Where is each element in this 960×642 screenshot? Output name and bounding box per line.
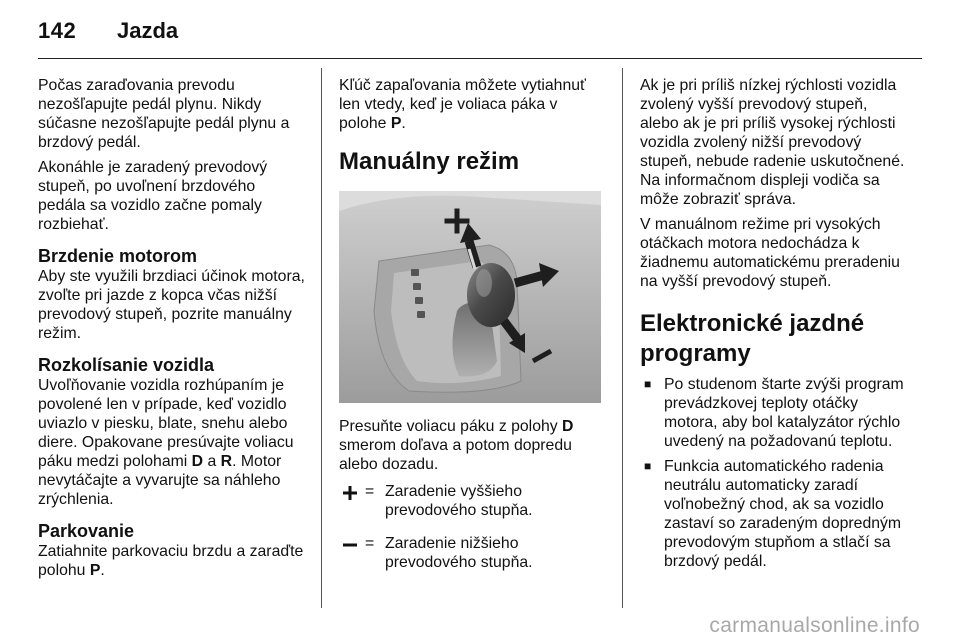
list-item-text: Funkcia automatického radenia neutrálu automaticky zaradí voľnobežný chod, ak sa vozidlo zastaví so zaradeným dopredným prevodovým stupňom a stlačí sa brzdový pedál.: [664, 458, 902, 570]
gear-selector-illustration: [339, 191, 601, 403]
equals-sign: =: [365, 535, 375, 552]
paragraph-creep: Akonáhle je zaradený prevodový stupeň, po uvoľnení brzdového pedála sa vozidlo začne pomaly rozbiehať.: [38, 159, 268, 233]
page-number: 142: [38, 18, 77, 43]
list-item-text: Po studenom štarte zvýši program prevádzkovej teploty otáčky motora, aby bol katalyzátor rýchlo uvedený na požadovanú teplotu.: [664, 376, 904, 450]
heading-engine-braking: Brzdenie motorom: [38, 246, 198, 266]
upshift-text: Zaradenie vyššieho prevodového stupňa.: [385, 483, 533, 519]
downshift-legend: [339, 534, 605, 572]
column-divider: [321, 68, 322, 608]
column-middle: [339, 76, 605, 586]
downshift-text: Zaradenie nižšieho prevodového stupňa.: [385, 535, 533, 571]
paragraph-manual-instructions: Presuňte voliacu páku z polohy D smerom doľava a potom dopredu alebo dozadu.: [339, 418, 574, 473]
list-item: [640, 457, 908, 571]
equals-sign: =: [365, 483, 375, 500]
heading-manual-mode: Manuálny režim: [339, 148, 520, 175]
square-bullet-icon: ■: [644, 377, 652, 391]
heading-electronic-programs: Elektronické jazdné programy: [640, 310, 865, 367]
list-item: [640, 375, 908, 451]
heading-parking: Parkovanie: [38, 521, 135, 541]
header-rule: [38, 58, 922, 59]
paragraph-parking: Zatiahnite parkovaciu brzdu a zaraďte polohu P.: [38, 543, 304, 579]
column-divider: [622, 68, 623, 608]
upshift-legend: [339, 482, 605, 520]
column-right: [640, 76, 908, 577]
plus-icon: [339, 482, 361, 520]
paragraph-key-removal: Kľúč zapaľovania môžete vytiahnuť len vtedy, keď je voliaca páka v polohe P.: [339, 77, 586, 132]
heading-rocking: Rozkolísanie vozidla: [38, 355, 215, 375]
page-header: [38, 14, 922, 54]
program-list: [640, 375, 908, 571]
square-bullet-icon: ■: [644, 459, 652, 473]
column-left: [38, 76, 306, 586]
page-title: Jazda: [117, 18, 179, 43]
paragraph-rocking: Uvoľňovanie vozidla rozhúpaním je povolené len v prípade, keď vozidlo uviazlo v piesku, blate, snehu alebo diere. Opakovane presúvajte voliacu páku medzi polohami D a R. Motor nevytáčajte a vyvarujte sa náhleho zrýchlenia.: [38, 377, 294, 508]
paragraph-no-auto-upshift: V manuálnom režime pri vysokých otáčkach motora nedochádza k žiadnemu automatickému preradeniu na vyšší prevodový stupeň.: [640, 216, 900, 290]
watermark: carmanualsonline.info: [709, 614, 920, 637]
paragraph-shift-refused: Ak je pri príliš nízkej rýchlosti vozidla zvolený vyšší prevodový stupeň, alebo ak je pri príliš vysokej rýchlosti vozidla zvolený nižší prevodový stupeň, nebude radenie uskutočnené. Na informačnom displeji vodiča sa môže zobraziť správa.: [640, 77, 905, 208]
paragraph-engine-braking: Aby ste využili brzdiaci účinok motora, zvoľte pri jazde z kopca včas nižší prevodový stupeň, pozrite manuálny režim.: [38, 268, 305, 342]
paragraph-shifting-warning: Počas zaraďovania prevodu nezošľapujte pedál plynu. Nikdy súčasne nezošľapujte pedál plynu a brzdový pedál.: [38, 77, 290, 151]
minus-icon: [339, 534, 361, 572]
